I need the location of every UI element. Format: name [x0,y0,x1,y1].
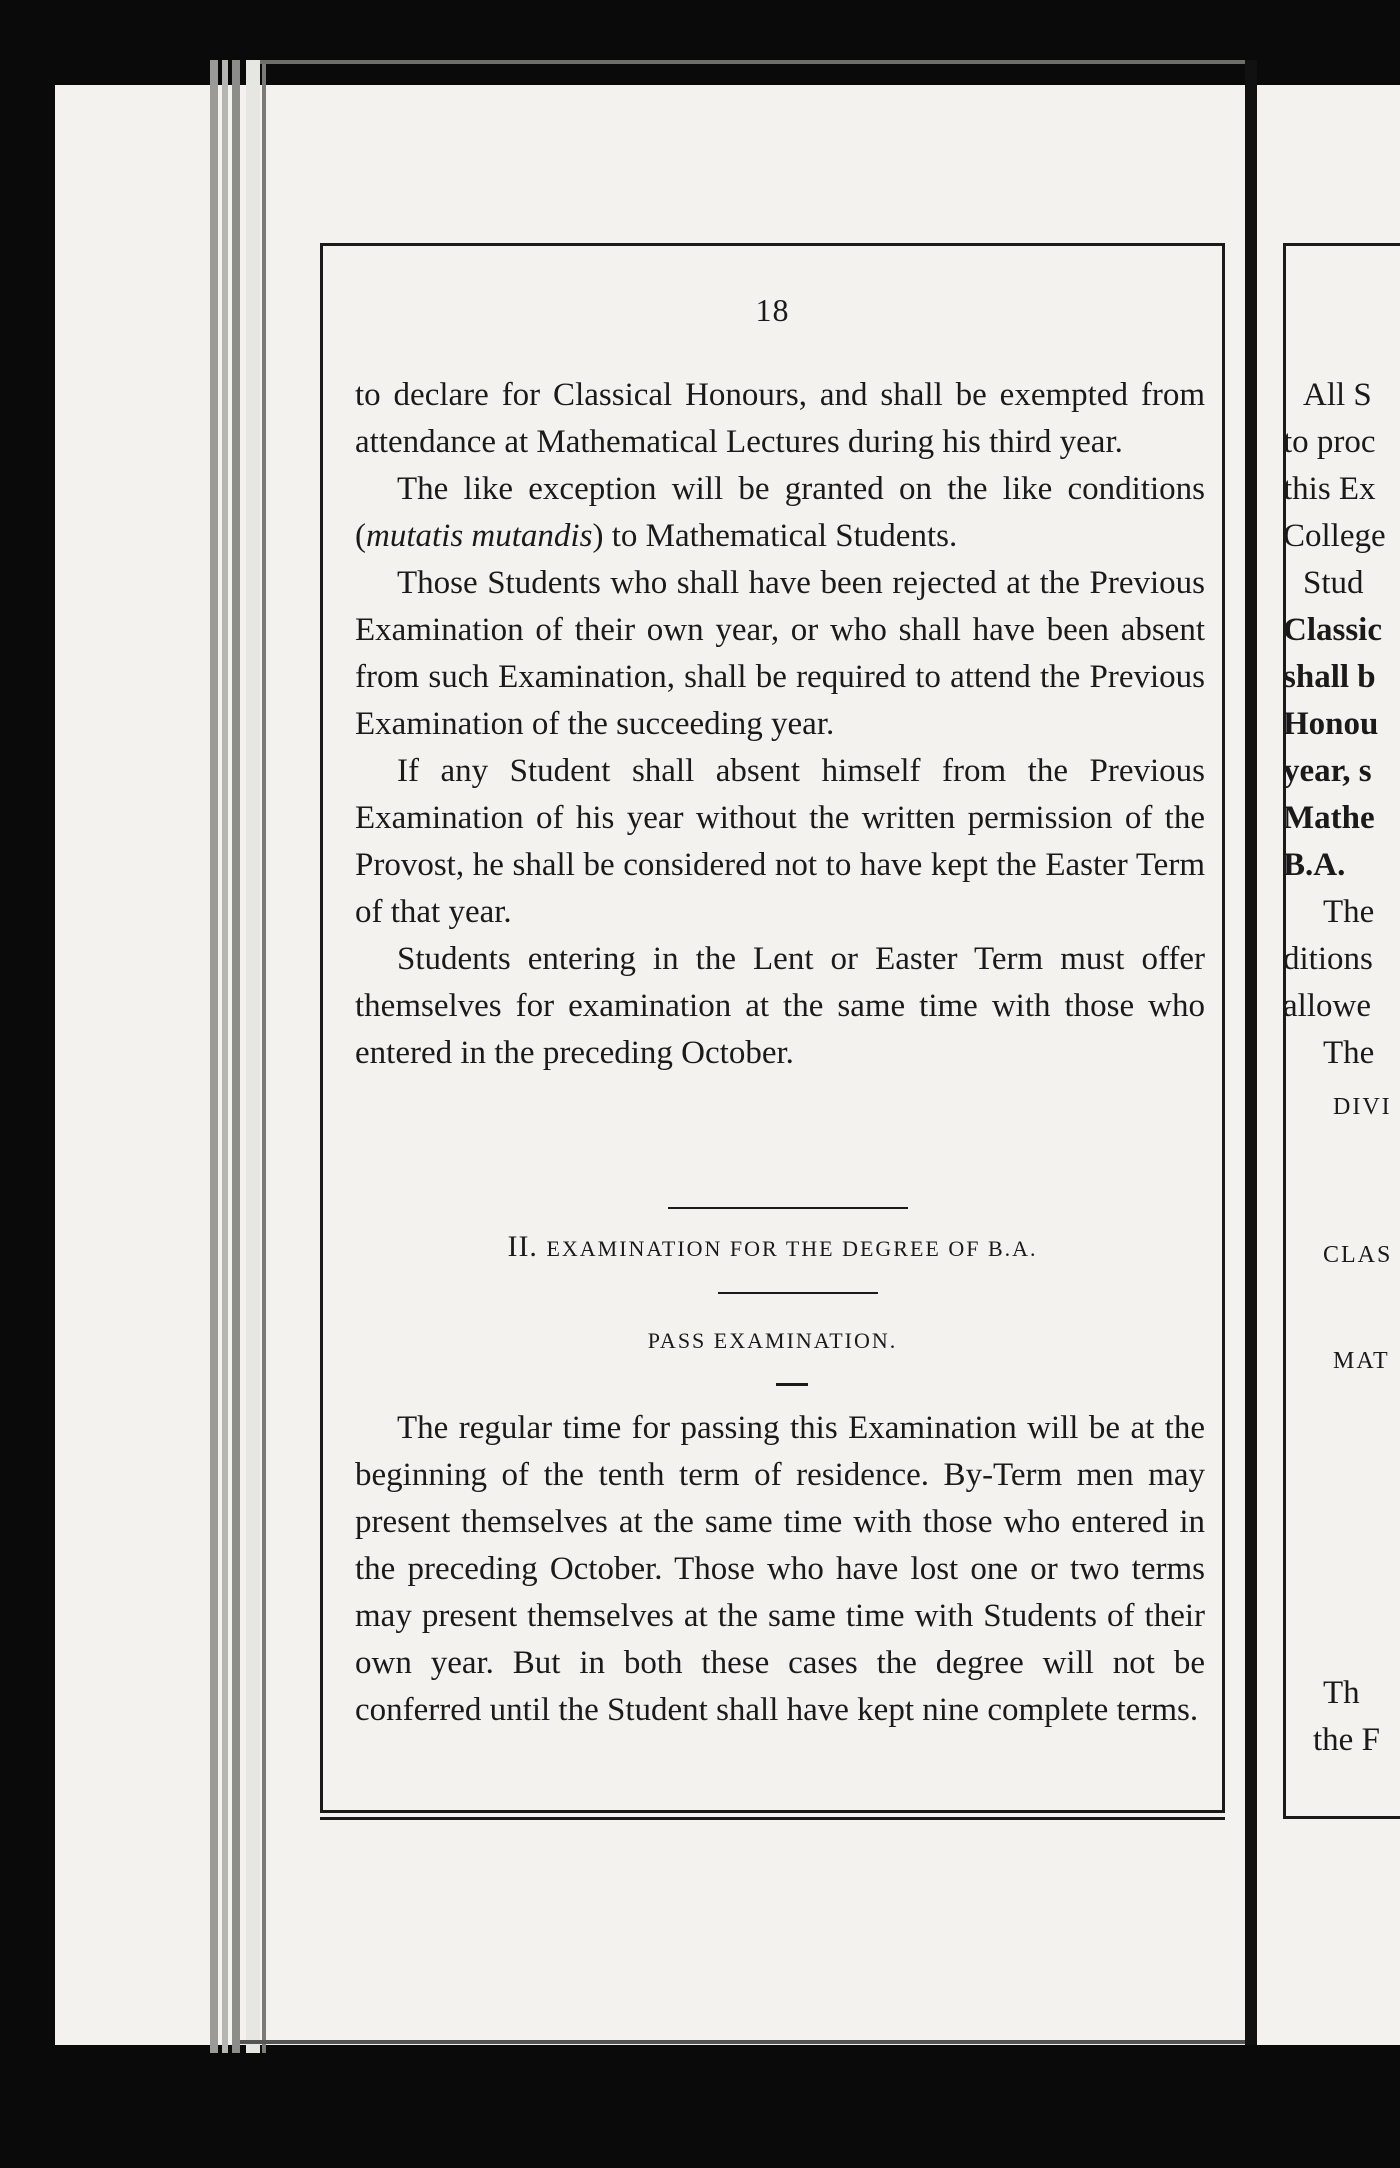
body-text-top [355,372,1205,1077]
next-page-fragment: DIVI [1333,1094,1392,1120]
subheading: PASS EXAMINATION. [647,1328,898,1353]
next-page-fragment: CLAS [1323,1242,1393,1268]
section-title: EXAMINATION FOR THE DEGREE OF B.A. [546,1236,1038,1261]
paper-top-edge [260,60,1250,64]
section-rule [718,1292,878,1294]
next-page-fragment: B.A. [1283,847,1346,883]
binding-strip [210,60,218,2053]
paragraph: The regular time for passing this Examination will be at the beginning of the tenth term of residence. By-Term men may present themselves at the same time with those who entered in the preceding October. Those who have lost one or two terms may present themselves at the same time with Students of their own year. But in both these cases the degree will not be conferred until the Student shall have kept nine complete terms. [355,1410,1205,1728]
paragraph: Those Students who shall have been rejected at the Previous Examination of their own year, or who shall have been absent from such Examination, shall be required to attend the Previous Examination of the succeeding year. [355,565,1205,742]
next-page-fragment: Stud [1303,565,1364,601]
next-page-fragment: shall b [1283,659,1376,695]
binding-strip [222,60,228,2053]
paragraph [355,466,1205,560]
next-page-fragment: this Ex [1283,471,1376,507]
page-number: 18 [755,292,790,328]
book-gutter [1245,60,1257,2045]
next-page-fragment: All S [1303,377,1372,413]
next-page-peek [1283,0,1400,2168]
paragraph-text: The like exception will be granted on the like conditions (mutatis mutandis) to Mathematical Students. [355,471,1205,554]
section-heading [320,1230,1225,1264]
paragraph: to declare for Classical Honours, and shall be exempted from attendance at Mathematical Lectures during his third year. [355,377,1205,460]
binding-strip [262,60,266,2053]
body-text-bottom [355,1405,1205,1734]
next-page-fragment: MAT [1333,1348,1390,1374]
next-page-fragment: Mathe [1283,800,1375,836]
paragraph: Students entering in the Lent or Easter Term must offer themselves for examination at the same time with those who entered in the preceding October. [355,941,1205,1071]
binding-strip [232,60,240,2053]
next-page-fragment: The [1323,1035,1375,1071]
next-page-fragment: to proc [1283,424,1376,460]
next-page-fragment: year, s [1283,753,1372,789]
section-rule [668,1207,908,1209]
short-rule [776,1383,808,1386]
next-page-fragment: allowe [1283,988,1371,1024]
next-page-fragment: Honou [1283,706,1379,742]
paragraph: If any Student shall absent himself from the Previous Examination of his year without the written permission of the Provost, he shall be considered not to have kept the Easter Term of that year. [355,753,1205,930]
binding-strip [246,60,260,2053]
next-page-fragment: Classic [1283,612,1382,648]
next-page-fragment: Th [1323,1675,1360,1711]
paper-bottom-edge [240,2040,1250,2044]
next-page-fragment: College [1283,518,1386,554]
section-numeral: II. [507,1230,538,1263]
next-page-fragment: the F [1313,1722,1380,1758]
next-page-fragment: ditions [1283,941,1373,977]
next-page-fragment: The [1323,894,1375,930]
